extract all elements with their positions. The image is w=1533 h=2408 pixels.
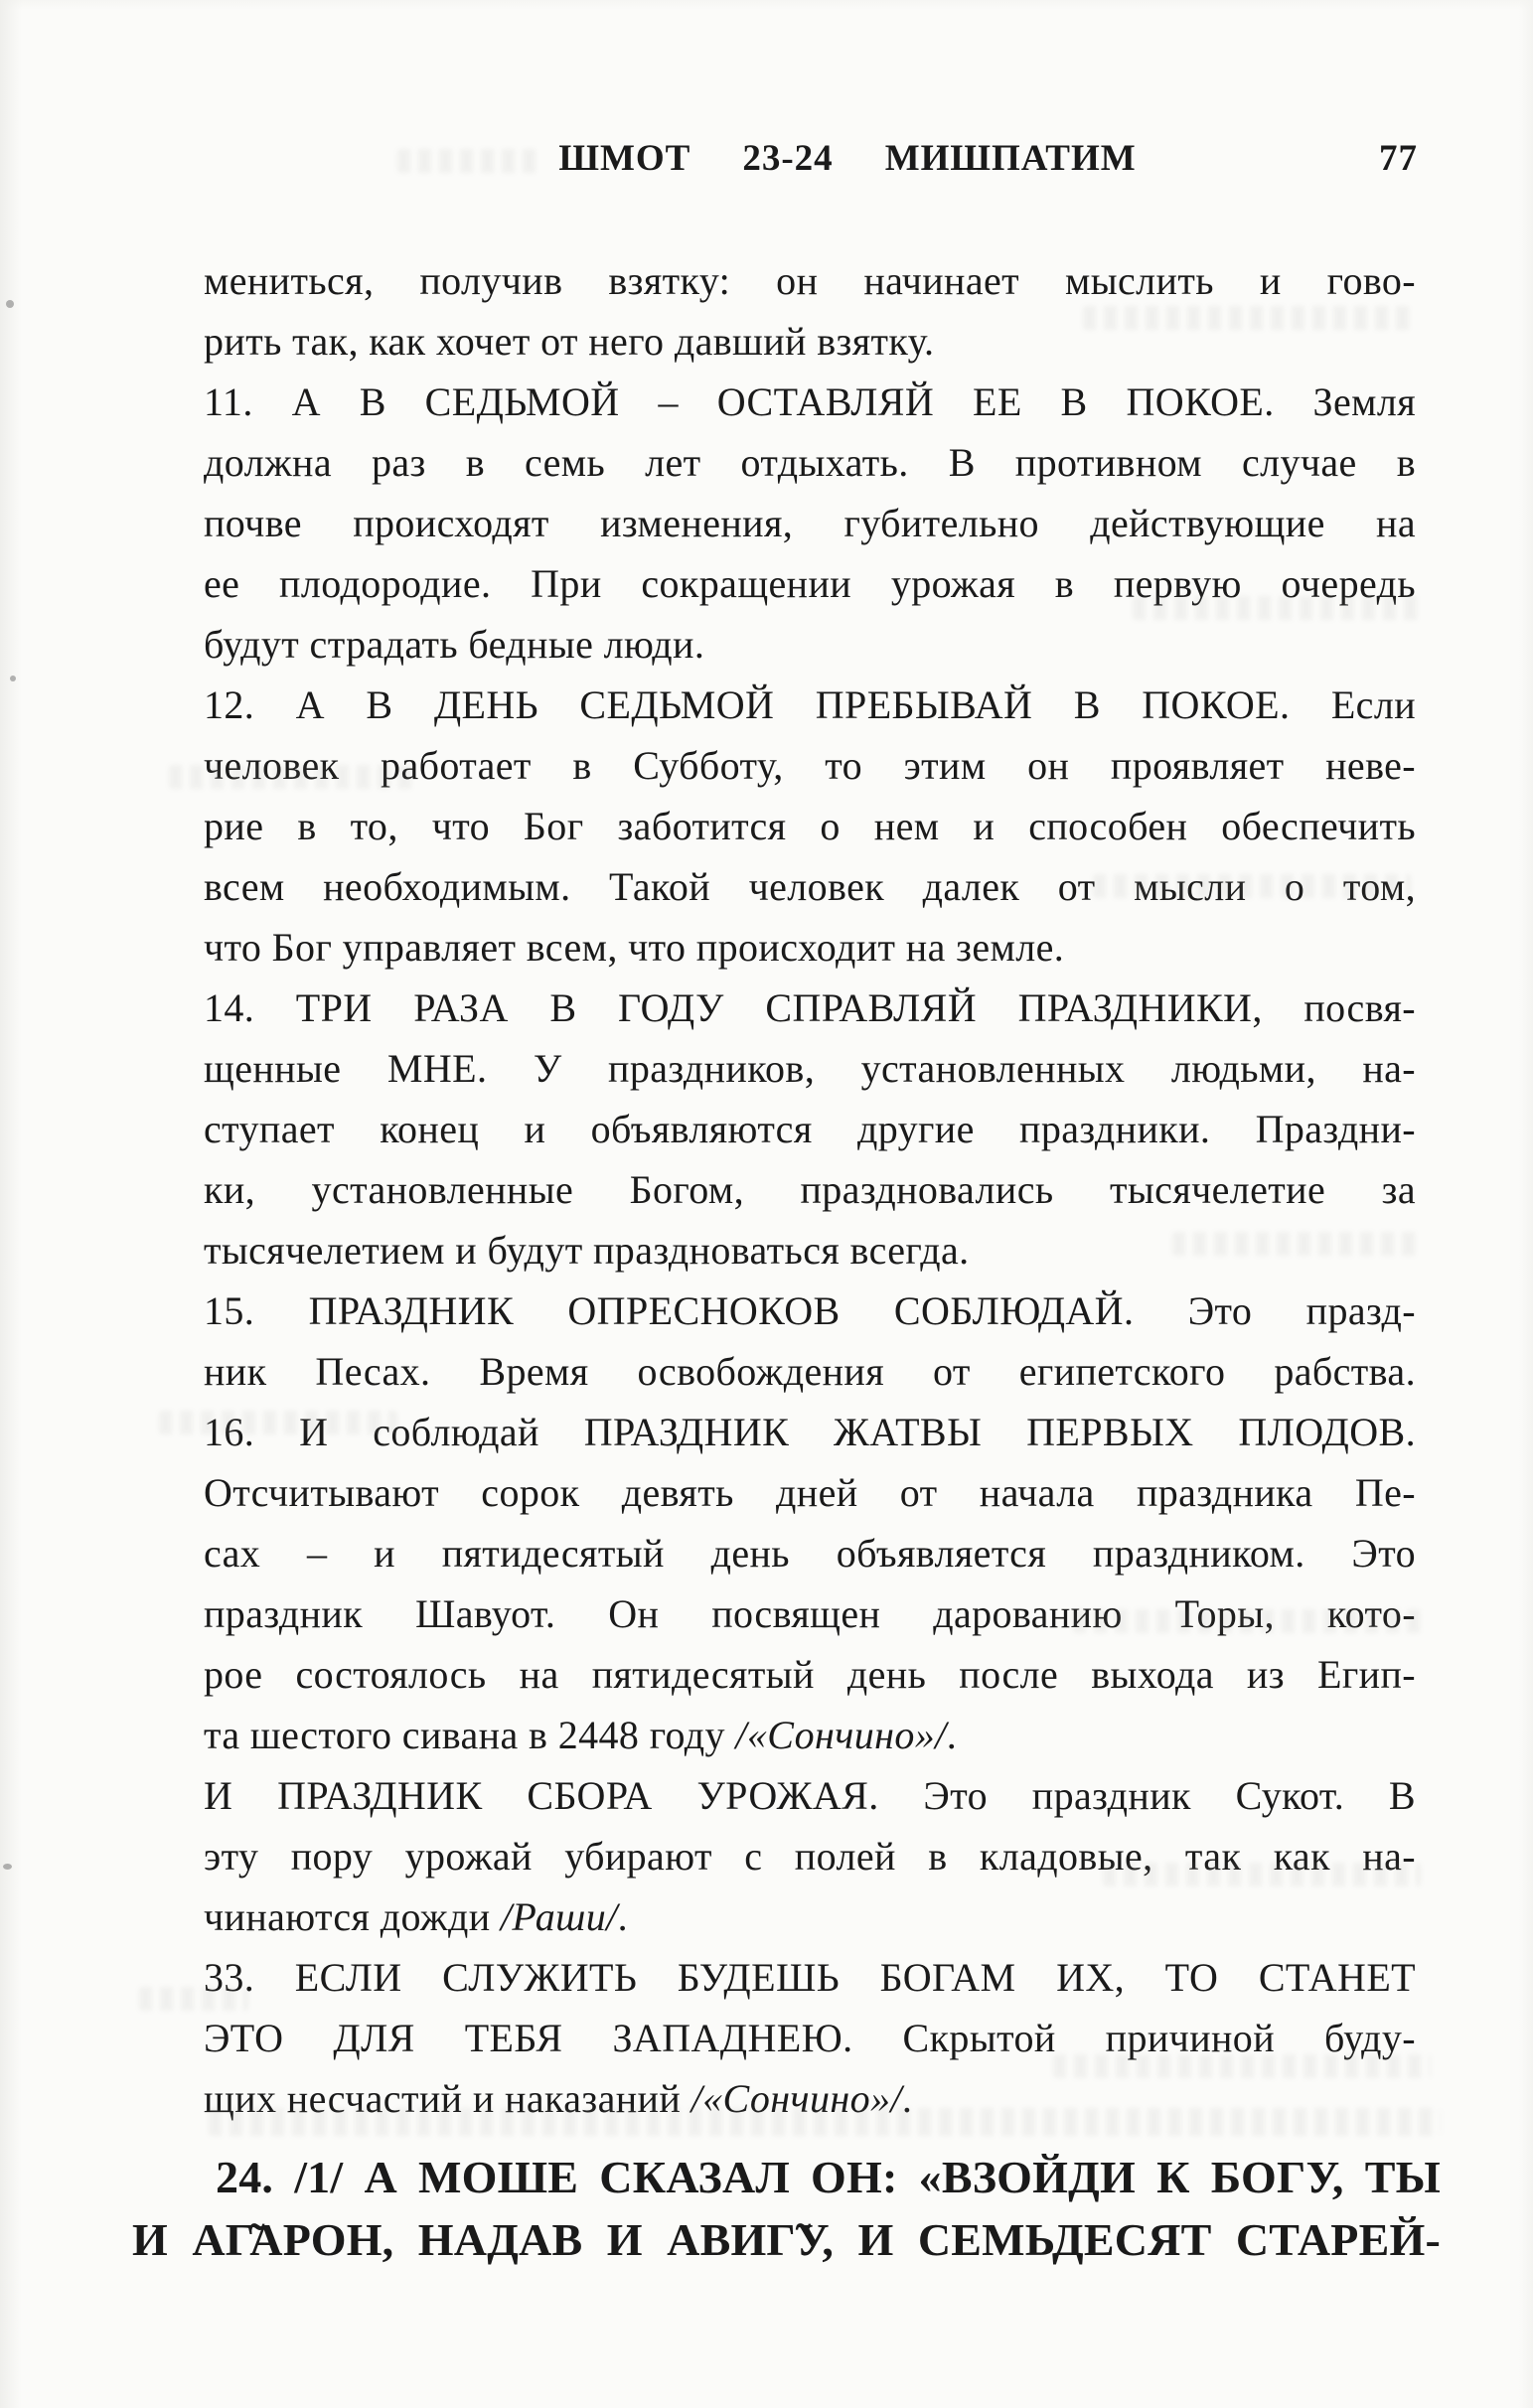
- text-segment: ки, установленные Богом, праздновались тысячелетие за: [204, 1167, 1416, 1212]
- scan-speck: [6, 300, 14, 308]
- header-chapter-range: 23-24: [742, 138, 834, 179]
- header-parsha-name: МИШПАТИМ: [884, 138, 1137, 179]
- text-line: [204, 1523, 1416, 1583]
- text-segment: всем необходимым. Такой человек далек от мысли о том,: [204, 864, 1416, 909]
- text-segment: 15. ПРАЗДНИК ОПРЕСНОКОВ СОБЛЮДАЙ. Это празд-: [204, 1288, 1416, 1333]
- scan-speck: [3, 1864, 12, 1870]
- citation-source: /«Сончино»/: [690, 2076, 902, 2121]
- text-segment: .: [946, 1713, 958, 1757]
- text-segment: сах – и пятидесятый день объявляется праздником. Это: [204, 1531, 1416, 1576]
- text-segment: будут страдать бедные люди.: [204, 622, 705, 667]
- text-segment: что Бог управляет всем, что происходит на земле.: [204, 925, 1065, 970]
- text-line: [204, 1402, 1416, 1462]
- text-line: [204, 250, 1416, 311]
- text-line: [204, 1765, 1416, 1826]
- final-verse-paragraph: [132, 2146, 1441, 2271]
- body-text: [204, 250, 1416, 2129]
- text-segment: эту пору урожай убирают с полей в кладовые, так как на-: [204, 1834, 1416, 1879]
- text-segment: рить так, как хочет от него давший взятку.: [204, 319, 935, 364]
- text-line: [204, 1280, 1416, 1341]
- text-line: [132, 2208, 1441, 2271]
- page-number: 77: [1379, 138, 1418, 179]
- text-segment: 11. А В СЕДЬМОЙ – ОСТАВЛЯЙ ЕЕ В ПОКОЕ. Земля: [204, 379, 1416, 424]
- text-segment: та шестого сивана в 2448 году: [204, 1713, 736, 1757]
- text-line: [204, 1947, 1416, 2008]
- text-segment: ник Песах. Время освобождения от египетского рабства.: [204, 1349, 1416, 1394]
- text-segment: И ПРАЗДНИК СБОРА УРОЖАЯ. Это праздник Сукот. В: [204, 1773, 1416, 1818]
- text-line: [204, 1583, 1416, 1644]
- text-line: [204, 1341, 1416, 1402]
- text-segment: мениться, получив взятку: он начинает мыслить и гово-: [204, 258, 1416, 303]
- text-line: [132, 2146, 1441, 2208]
- text-line: [204, 493, 1416, 553]
- text-line: [204, 311, 1416, 372]
- text-line: [204, 372, 1416, 432]
- text-line: [204, 1462, 1416, 1523]
- citation-source: /Раши/: [500, 1894, 618, 1939]
- text-segment: праздник Шавуот. Он посвящен дарованию Торы, кото-: [204, 1591, 1416, 1636]
- text-segment: щенные МНЕ. У праздников, установленных людьми, на-: [204, 1046, 1416, 1091]
- text-line: [204, 796, 1416, 856]
- text-line: [204, 553, 1416, 614]
- text-segment: рие в то, что Бог заботится о нем и способен обеспечить: [204, 804, 1416, 848]
- text-line: [204, 614, 1416, 675]
- text-line: [204, 917, 1416, 978]
- text-line: [204, 432, 1416, 493]
- text-segment: чинаются дожди: [204, 1894, 501, 1939]
- text-line: [204, 1705, 1416, 1765]
- header-book-title: ШМОТ: [558, 138, 691, 179]
- text-line: [204, 1159, 1416, 1220]
- text-line: [204, 675, 1416, 735]
- text-segment: щих несчастий и наказаний: [204, 2076, 691, 2121]
- text-segment: Отсчитывают сорок девять дней от начала праздника Пе-: [204, 1470, 1416, 1515]
- text-segment: 14. ТРИ РАЗА В ГОДУ СПРАВЛЯЙ ПРАЗДНИКИ, посвя-: [204, 985, 1416, 1030]
- scan-speck: [10, 676, 16, 681]
- text-line: [204, 1038, 1416, 1099]
- text-segment: 16. И соблюдай ПРАЗДНИК ЖАТВЫ ПЕРВЫХ ПЛОДОВ.: [204, 1410, 1416, 1454]
- text-segment: И АГ̃АРОН, НАДАВ И АВИГ̃У, И СЕМЬДЕСЯТ СТАРЕЙ-: [132, 2214, 1441, 2265]
- text-segment: 12. А В ДЕНЬ СЕДЬМОЙ ПРЕБЫВАЙ В ПОКОЕ. Если: [204, 682, 1416, 727]
- text-segment: 33. ЕСЛИ СЛУЖИТЬ БУДЕШЬ БОГАМ ИХ, ТО СТАНЕТ: [204, 1955, 1416, 2000]
- text-segment: ее плодородие. При сокращении урожая в первую очередь: [204, 561, 1416, 606]
- text-line: [204, 978, 1416, 1038]
- text-segment: тысячелетием и будут праздноваться всегда.: [204, 1228, 970, 1273]
- text-line: [204, 856, 1416, 917]
- text-segment: 24. /1/ А МОШЕ СКАЗАЛ ОН: «ВЗОЙДИ К БОГУ, ТЫ: [216, 2152, 1441, 2202]
- text-segment: рое состоялось на пятидесятый день после выхода из Егип-: [204, 1652, 1416, 1697]
- running-title: [558, 137, 1136, 180]
- text-segment: почве происходят изменения, губительно действующие на: [204, 501, 1416, 545]
- text-line: [204, 1644, 1416, 1705]
- page-header: [204, 137, 1416, 183]
- text-line: [204, 1886, 1416, 1947]
- text-segment: ЭТО ДЛЯ ТЕБЯ ЗАПАДНЕЮ. Скрытой причиной буду-: [204, 2016, 1416, 2060]
- text-segment: .: [617, 1894, 629, 1939]
- text-line: [204, 2008, 1416, 2068]
- text-line: [204, 1099, 1416, 1159]
- text-segment: ступает конец и объявляются другие праздники. Праздни-: [204, 1107, 1416, 1151]
- text-segment: должна раз в семь лет отдыхать. В противном случае в: [204, 440, 1416, 485]
- text-segment: .: [901, 2076, 913, 2121]
- text-line: [204, 1826, 1416, 1886]
- text-line: [204, 1220, 1416, 1280]
- text-line: [204, 2068, 1416, 2129]
- citation-source: /«Сончино»/: [735, 1713, 947, 1757]
- text-line: [204, 735, 1416, 796]
- text-segment: человек работает в Субботу, то этим он проявляет неве-: [204, 743, 1416, 788]
